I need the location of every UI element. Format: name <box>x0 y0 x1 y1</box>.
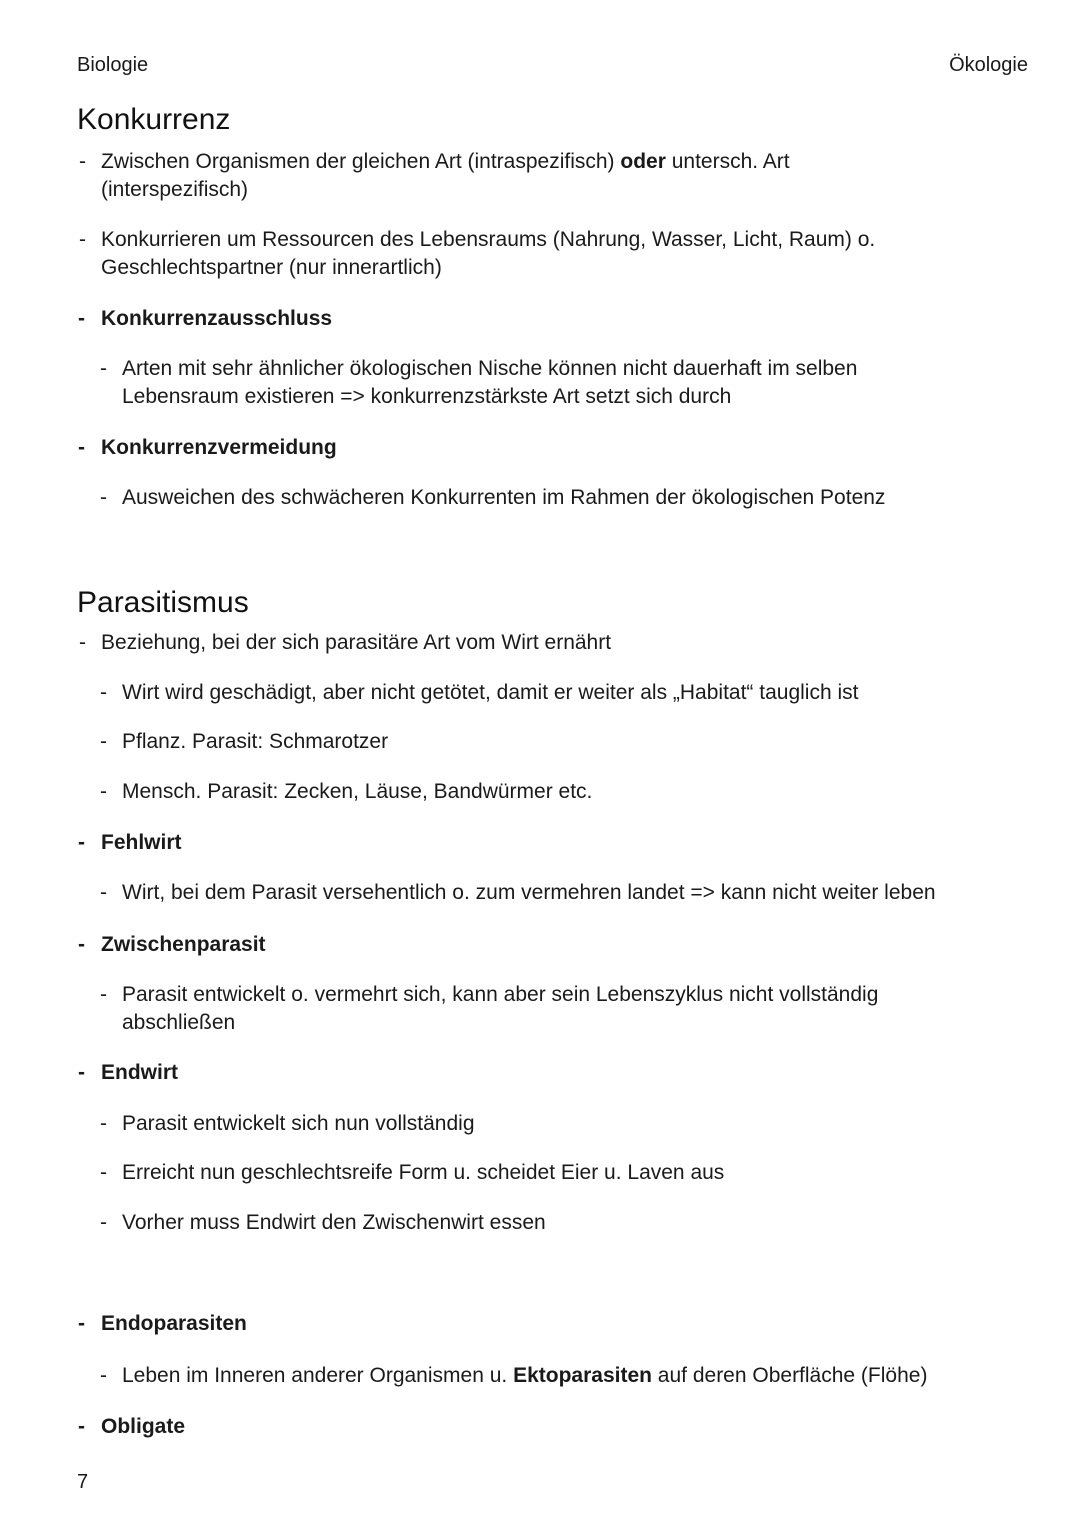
sub-list-item: - Wirt, bei dem Parasit versehentlich o. zum vermehren landet => kann nicht weiter leben <box>122 879 1022 907</box>
bullet-dash: - <box>100 730 107 753</box>
bullet-dash: - <box>100 1112 107 1135</box>
bullet-dash: - <box>79 150 86 173</box>
bullet-dash: - <box>100 357 107 380</box>
bullet-dash: - <box>78 1312 85 1335</box>
bullet-dash: - <box>100 780 107 803</box>
list-item: - Konkurrieren um Ressourcen des Lebensraums (Nahrung, Wasser, Licht, Raum) o. Geschlechtspartner (nur innerartlich) <box>79 228 876 279</box>
bullet-dash: - <box>79 631 86 654</box>
list-heading: - Endoparasiten <box>101 1310 1001 1338</box>
bullet-dash: - <box>78 831 85 854</box>
section-title-konkurrenz: Konkurrenz <box>77 103 231 136</box>
bullet-dash: - <box>78 1061 85 1084</box>
bullet-dash: - <box>100 1211 107 1234</box>
list-heading: - Endwirt <box>101 1059 1001 1087</box>
sub-list-item: - Pflanz. Parasit: Schmarotzer <box>122 728 1022 756</box>
bullet-dash: - <box>100 1364 107 1387</box>
bullet-dash: - <box>78 436 85 459</box>
bullet-dash: - <box>78 1415 85 1438</box>
list-heading: - Konkurrenzausschluss <box>101 305 1001 333</box>
header-topic: Ökologie <box>949 54 1028 76</box>
list-heading: - Obligate <box>101 1413 1001 1441</box>
list-heading: - Fehlwirt <box>101 829 1001 857</box>
sub-list-item: - Parasit entwickelt o. vermehrt sich, kann aber sein Lebenszyklus nicht vollständig abschließen <box>100 983 879 1034</box>
bullet-dash: - <box>100 881 107 904</box>
bullet-dash: - <box>100 681 107 704</box>
sub-list-item: - Wirt wird geschädigt, aber nicht getötet, damit er weiter als „Habitat“ tauglich ist <box>122 679 1022 707</box>
sub-list-item: - Erreicht nun geschlechtsreife Form u. scheidet Eier u. Laven aus <box>122 1159 1022 1187</box>
bullet-dash: - <box>100 983 107 1006</box>
list-item: - Beziehung, bei der sich parasitäre Art vom Wirt ernährt <box>101 629 1001 657</box>
list-heading: - Konkurrenzvermeidung <box>101 434 1001 462</box>
sub-list-item: - Parasit entwickelt sich nun vollständig <box>122 1110 1022 1138</box>
bullet-dash: - <box>100 486 107 509</box>
page-number: 7 <box>77 1471 89 1493</box>
header-subject: Biologie <box>77 54 149 76</box>
section-title-parasitismus: Parasitismus <box>77 586 249 619</box>
sub-list-item: - Arten mit sehr ähnlicher ökologischen Nische können nicht dauerhaft im selben Lebensraum existieren => konkurrenzstärkste Art setzt sich durch <box>100 357 858 408</box>
sub-list-item: - Leben im Inneren anderer Organismen u. Ektoparasiten auf deren Oberfläche (Flöhe) <box>122 1362 1022 1390</box>
bullet-dash: - <box>79 228 86 251</box>
bullet-dash: - <box>100 1161 107 1184</box>
list-item: - Zwischen Organismen der gleichen Art (intraspezifisch) oder untersch. Art (interspezifisch) <box>79 150 790 201</box>
sub-list-item: - Mensch. Parasit: Zecken, Läuse, Bandwürmer etc. <box>122 778 1022 806</box>
bullet-dash: - <box>78 933 85 956</box>
sub-list-item: - Ausweichen des schwächeren Konkurrenten im Rahmen der ökologischen Potenz <box>122 484 1022 512</box>
bullet-dash: - <box>78 307 85 330</box>
list-heading: - Zwischenparasit <box>101 931 1001 959</box>
sub-list-item: - Vorher muss Endwirt den Zwischenwirt essen <box>122 1209 1022 1237</box>
